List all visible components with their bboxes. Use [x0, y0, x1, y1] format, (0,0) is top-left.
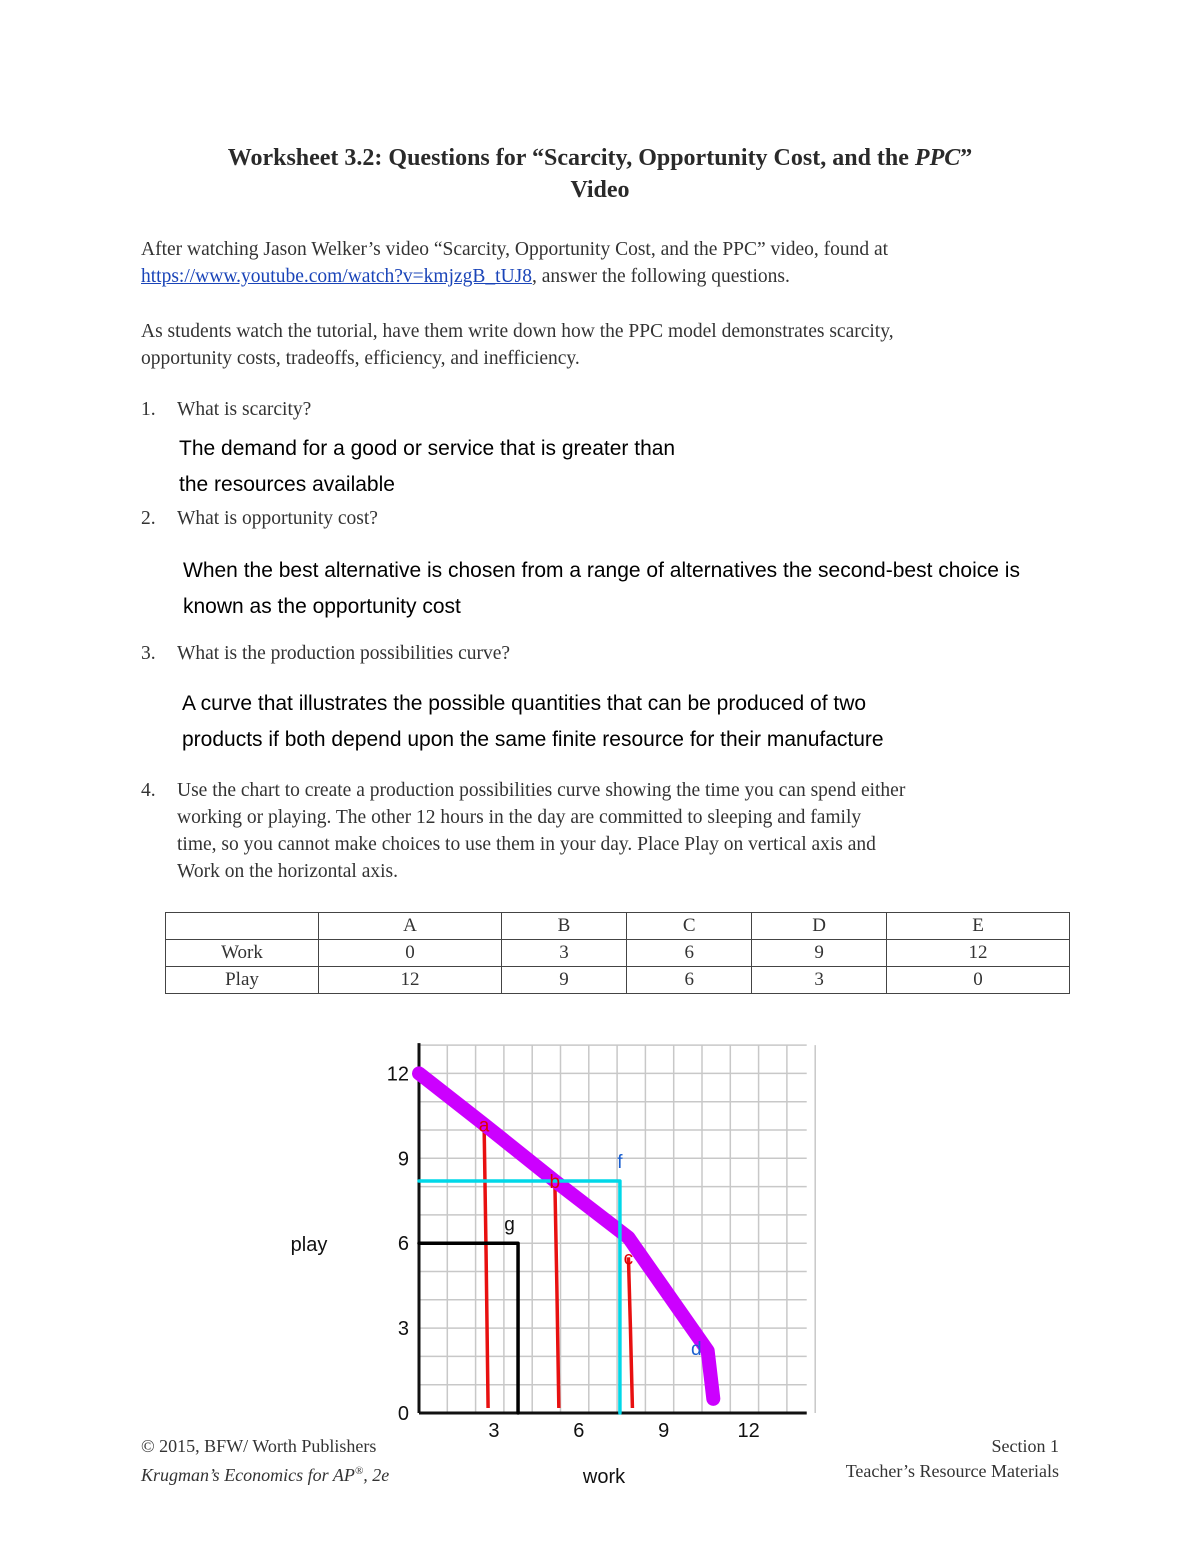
- question-1: 1. What is scarcity?: [141, 399, 312, 420]
- point-label-a: a: [478, 1115, 490, 1137]
- table-cell: 12: [319, 967, 502, 994]
- point-label-f: f: [617, 1152, 623, 1174]
- answer-3: A curve that illustrates the possible quantities that can be produced of two products if both depend upon the same finite resource for their manufacture: [182, 692, 884, 751]
- table-cell: 3: [501, 940, 626, 967]
- table-cell: 0: [887, 967, 1070, 994]
- table-cell: 9: [501, 967, 626, 994]
- question-4: 4. Use the chart to create a production possibilities curve showing the time you can spend either working or playing. The other 12 hours in the day are committed to sleeping and family time, so you cannot make choices to use them in your day. Place Play on vertical axis and Work on the horizontal axis.: [141, 780, 906, 882]
- table-header: B: [501, 913, 626, 940]
- y-tick-label: 9: [397, 1148, 409, 1171]
- y-tick-label: 6: [397, 1233, 409, 1256]
- point-label-c: c: [623, 1248, 634, 1270]
- point-label-g: g: [504, 1214, 515, 1236]
- x-tick-label: 3: [488, 1420, 500, 1442]
- table-cell: 6: [627, 940, 752, 967]
- table-cell: 0: [319, 940, 502, 967]
- y-tick-label: 3: [397, 1318, 409, 1341]
- intro-line-1: After watching Jason Welker’s video “Scarcity, Opportunity Cost, and the PPC” video, found at: [141, 239, 889, 260]
- y-tick-label: 0: [397, 1403, 409, 1425]
- instructions-paragraph: As students watch the tutorial, have them write down how the PPC model demonstrates scarcity, opportunity costs, tradeoffs, efficiency, and inefficiency.: [141, 321, 894, 369]
- table-header: E: [887, 913, 1070, 940]
- series-ppc-line: [419, 1073, 713, 1398]
- video-link[interactable]: https://www.youtube.com/watch?v=kmjzgB_tUJ8: [141, 266, 533, 287]
- footer-right: Section 1 Teacher’s Resource Materials: [845, 1436, 1059, 1481]
- title-ppc: PPC: [914, 145, 961, 171]
- y-axis-label: play: [290, 1234, 328, 1256]
- table-cell: 6: [627, 967, 752, 994]
- x-tick-label: 6: [573, 1420, 585, 1442]
- answer-1: The demand for a good or service that is greater than the resources available: [179, 437, 676, 496]
- x-tick-label: 9: [658, 1420, 670, 1442]
- title-line-1: Worksheet 3.2: Questions for “Scarcity, Opportunity Cost, and the PPC”: [227, 145, 973, 171]
- title-line-2: Video: [570, 177, 630, 203]
- table-header: A: [319, 913, 502, 940]
- x-tick-label: 12: [737, 1420, 760, 1442]
- question-2: 2. What is opportunity cost?: [141, 508, 378, 529]
- table-header: D: [752, 913, 887, 940]
- y-tick-label: 12: [386, 1063, 409, 1086]
- answer-2: When the best alternative is chosen from a range of alternatives the second-best choice is known as the opportunity cost: [183, 559, 1020, 618]
- row-label: Work: [166, 940, 319, 967]
- footer-left: © 2015, BFW/ Worth Publishers Krugman’s Economics for AP®, 2e: [141, 1436, 390, 1485]
- intro-paragraph: After watching Jason Welker’s video “Scarcity, Opportunity Cost, and the PPC” video, found at https://www.youtube.com/watch?v=kmjzgB_tUJ8, answer the following questions.: [141, 236, 888, 290]
- red-drop-line: [484, 1124, 488, 1408]
- question-3: 3. What is the production possibilities curve?: [141, 643, 511, 664]
- point-label-b: b: [549, 1171, 561, 1193]
- table-header: C: [627, 913, 752, 940]
- x-axis-label: work: [582, 1466, 626, 1488]
- point-label-d: d: [691, 1338, 702, 1360]
- table-cell: 12: [887, 940, 1070, 967]
- table-cell: 3: [752, 967, 887, 994]
- table-cell: 9: [752, 940, 887, 967]
- row-label: Play: [166, 967, 319, 994]
